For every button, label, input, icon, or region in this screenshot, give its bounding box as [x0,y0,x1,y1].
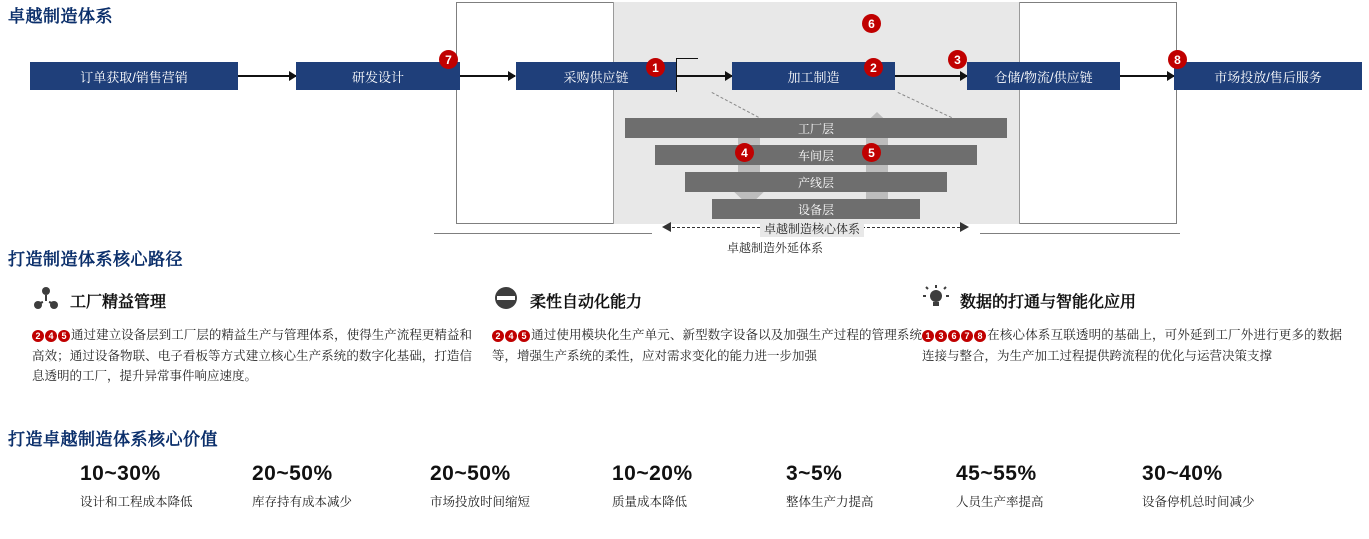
ref-dot: 2 [492,330,504,342]
pillar-flexible-automation [492,285,922,366]
manufacturing-flow-diagram [0,0,1369,255]
flow-node-procurement[interactable]: 采购供应链 [516,62,676,90]
measure-line-outer-right [980,233,1180,234]
flow-node-logistics[interactable]: 仓储/物流/供应链 [967,62,1120,90]
badge-2: 2 [864,58,883,77]
layer-bar-workshop[interactable]: 车间层 [655,145,977,165]
ref-dot: 1 [922,330,934,342]
value-item-inventory-cost [252,462,352,510]
value-item-design-cost [80,462,193,510]
pillar-text: 通过使用模块化生产单元、新型数字设备以及加强生产过程的管理系统等，增强生产系统的柔性，应对需求变化的能力进一步加强 [492,328,922,363]
value-label: 整体生产力提高 [786,495,874,509]
value-label: 设备停机总时间减少 [1142,495,1255,509]
badge-1: 1 [646,58,665,77]
value-item-quality-cost [612,462,693,510]
pillar-text: 在核心体系互联透明的基础上，可外延到工厂外进行更多的数据连接与整合，为生产加工过程提供跨流程的优化与运营决策支撑 [922,328,1342,363]
page-title: 卓越制造体系 [8,7,113,26]
value-number: 10~30% [80,462,161,485]
core-path-title: 打造制造体系核心路径 [8,250,183,269]
branch-connector-horizontal [676,58,698,59]
pillar-factory-lean [32,285,472,387]
factory-lean-icon [32,284,60,317]
value-number: 10~20% [612,462,693,485]
ref-dot: 6 [948,330,960,342]
branch-connector-vertical [676,58,677,92]
data-intelligence-icon [922,284,950,317]
value-item-time-to-market [430,462,530,510]
flow-arrow-1 [238,75,296,77]
measure-arrow-left [662,222,671,232]
pillar-title: 数据的打通与智能化应用 [960,293,1137,311]
value-label: 库存持有成本减少 [252,495,353,509]
badge-6: 6 [862,14,881,33]
pillar-body [922,325,1342,366]
outer-system-box-right [1019,2,1177,224]
pillar-text: 通过建立设备层到工厂层的精益生产与管理体系，使得生产流程更精益和高效；通过设备物联、电子看板等方式建立核心生产系统的数字化基础，打造信息透明的工厂，提升异常事件响应速度。 [32,328,472,384]
flow-node-rnd[interactable]: 研发设计 [296,62,460,90]
badge-3: 3 [948,50,967,69]
ref-dot: 8 [974,330,986,342]
value-label: 设计和工程成本降低 [80,495,193,509]
ref-dot: 4 [505,330,517,342]
value-item-labor-productivity [956,462,1044,510]
ref-dot: 5 [58,330,70,342]
value-label: 人员生产率提高 [956,495,1044,509]
flow-node-order[interactable]: 订单获取/销售营销 [30,62,238,90]
value-item-productivity [786,462,874,510]
badge-4: 4 [735,143,754,162]
flow-node-manufacturing[interactable]: 加工制造 [732,62,895,90]
ref-dot: 7 [961,330,973,342]
layer-bar-factory[interactable]: 工厂层 [625,118,1007,138]
flow-arrow-5 [1120,75,1174,77]
ref-dot: 5 [518,330,530,342]
outer-system-box-left [456,2,614,224]
pillar-body [32,325,472,387]
flow-arrow-2 [460,75,515,77]
flow-node-market[interactable]: 市场投放/售后服务 [1174,62,1362,90]
measure-arrow-right [960,222,969,232]
badge-5: 5 [862,143,881,162]
pillar-body [492,325,922,366]
core-value-title: 打造卓越制造体系核心价值 [8,430,218,449]
measure-line-outer-left [434,233,652,234]
pillar-data-intelligence [922,285,1342,366]
ref-dot: 3 [935,330,947,342]
flexible-automation-icon [492,284,520,317]
ref-dot: 2 [32,330,44,342]
value-number: 45~55% [956,462,1037,485]
layer-bar-line[interactable]: 产线层 [685,172,947,192]
value-label: 市场投放时间缩短 [430,495,531,509]
value-number: 3~5% [786,462,843,485]
value-number: 30~40% [1142,462,1223,485]
flow-arrow-3 [676,75,732,77]
value-label: 质量成本降低 [612,495,688,509]
value-item-downtime [1142,462,1255,510]
badge-8: 8 [1168,50,1187,69]
caption-core-system: 卓越制造核心体系 [760,220,864,237]
pillar-title: 工厂精益管理 [70,293,167,311]
ref-dot: 4 [45,330,57,342]
value-number: 20~50% [430,462,511,485]
value-number: 20~50% [252,462,333,485]
flow-arrow-4 [895,75,967,77]
pillar-title: 柔性自动化能力 [530,293,643,311]
caption-outer-system: 卓越制造外延体系 [727,241,824,255]
layer-bar-equipment[interactable]: 设备层 [712,199,920,219]
badge-7: 7 [439,50,458,69]
